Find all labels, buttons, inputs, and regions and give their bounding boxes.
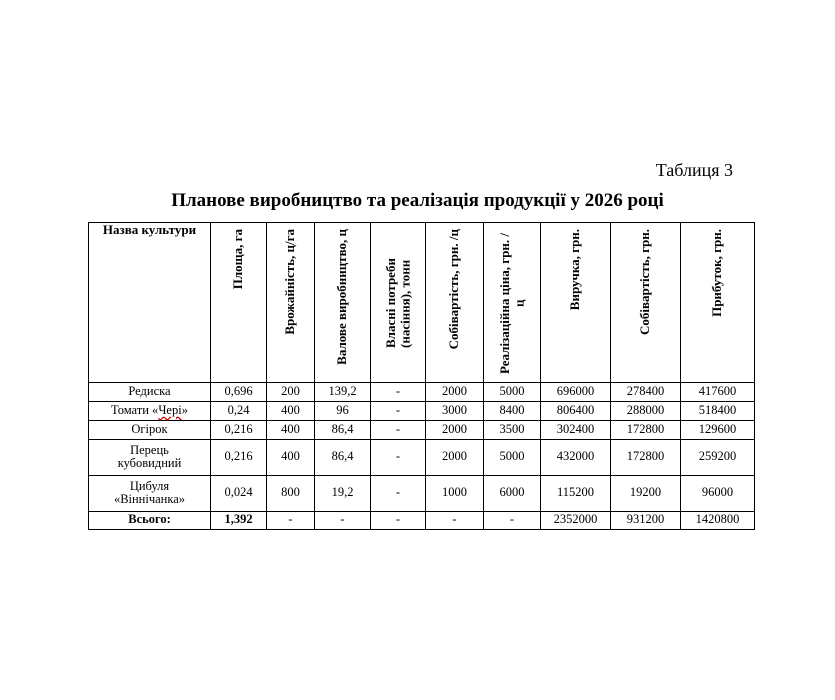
table-row: Томати «Чері» 0,24 400 96 - 3000 8400 806400 288000 518400 — [89, 401, 755, 420]
header-cost-per: Собівартість, грн. /ц — [426, 223, 484, 383]
header-gross: Валове виробництво, ц — [315, 223, 371, 383]
table-row: Огірок 0,216 400 86,4 - 2000 3500 302400 172800 129600 — [89, 420, 755, 439]
table-row: Цибуля «Віннічанка» 0,024 800 19,2 - 1000 6000 115200 19200 96000 — [89, 475, 755, 511]
table-row: Перець кубовидний 0,216 400 86,4 - 2000 5000 432000 172800 259200 — [89, 439, 755, 475]
table-caption: Таблиця 3 — [655, 160, 733, 180]
production-table — [88, 222, 755, 530]
header-revenue: Виручка, грн. — [541, 223, 611, 383]
header-crop-name: Назва культури — [89, 223, 211, 383]
total-row: Всього: 1,392 - - - - - 2352000 931200 1420800 — [89, 511, 755, 529]
header-cost: Собівартість, грн. — [611, 223, 681, 383]
header-area: Площа, га — [211, 223, 267, 383]
table-title: Планове виробництво та реалізація продукції у 2026 році — [171, 190, 664, 211]
header-row — [89, 223, 755, 383]
header-profit: Прибуток, грн. — [681, 223, 755, 383]
header-yield: Врожайність, ц/га — [267, 223, 315, 383]
table-row: Редиска 0,696 200 139,2 - 2000 5000 696000 278400 417600 — [89, 382, 755, 401]
header-price: Реалізаційна ціна, грн. / ц — [484, 223, 541, 383]
header-own-needs: Власні потреби (насіння), тонн — [371, 223, 426, 383]
spellcheck-word: Чері — [158, 402, 182, 417]
